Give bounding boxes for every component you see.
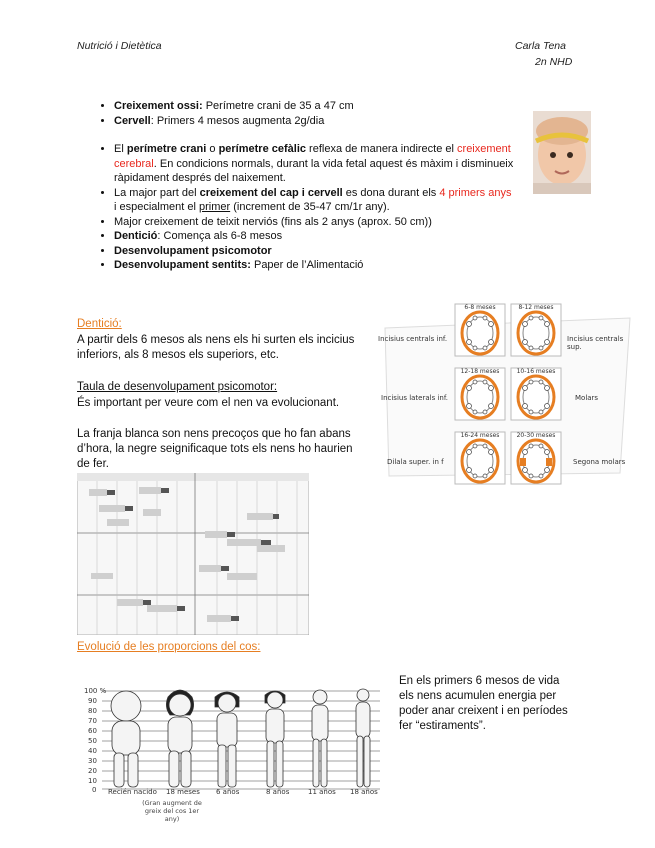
body-y-tick-30: 30 — [88, 757, 97, 765]
body-chart-svg — [80, 685, 380, 795]
teeth-right-label-2: Molars — [575, 394, 599, 402]
body-y-tick-100: 100 % — [84, 687, 107, 695]
body-y-tick-40: 40 — [88, 747, 97, 755]
psychomotor-table-image — [77, 473, 309, 635]
teeth-left-label-3: Dilala super. in f — [387, 458, 444, 466]
teeth-right-label-3: Segona molars — [573, 458, 626, 466]
body-y-tick-10: 10 — [88, 777, 97, 785]
bullet-perimetre: • El perímetre crani o perímetre cefàlic reflexa de manera indirecte el creixement cerebral. En condicions normals, durant la vida fetal aquest és màxim i disminueix ràpidament després del naixement. — [114, 142, 516, 186]
tooth-box-1 — [455, 304, 505, 356]
body-x-label-8-years: 8 años — [266, 788, 290, 796]
teeth-right-label-1: Incisius centrals sup. — [567, 335, 624, 351]
taula-text: És important per veure com el nen va evolucionant. — [77, 397, 340, 409]
body-x-label-6-years: 6 años — [216, 788, 240, 796]
bullet-creixement-ossi: • Creixement ossi: Perímetre crani de 35 a 47 cm — [114, 99, 516, 114]
teeth-left-label-2: Incisius laterals inf. — [381, 394, 449, 402]
body-x-label-18-months: 18 meses — [166, 788, 200, 796]
bullet-list — [96, 99, 516, 273]
bullet-psicomotor: • Desenvolupament psicomotor — [114, 244, 516, 259]
baby-head-photo — [533, 111, 591, 194]
body-x-label-11-years: 11 años — [308, 788, 336, 796]
taula-title: Taula de desenvolupament psicomotor: — [77, 381, 278, 393]
tooth-caption-6: 20-30 meses — [516, 432, 556, 439]
body-y-tick-80: 80 — [88, 707, 97, 715]
tooth-box-4 — [511, 368, 561, 420]
tooth-box-3 — [455, 368, 505, 420]
body-y-tick-0: 0 — [92, 786, 97, 794]
bullet-creixement-cap: • La major part del creixement del cap i cervell es dona durant els 4 primers anys i especialment el primer (increment de 35-47 cm/1r any). — [114, 186, 516, 215]
tooth-caption-1: 6-8 meses — [464, 304, 496, 311]
body-proportions-chart — [80, 685, 380, 825]
header-course: 2n NHD — [535, 56, 573, 68]
header-author: Carla Tena — [515, 40, 566, 52]
tooth-caption-3: 12-18 meses — [460, 368, 500, 375]
tooth-caption-5: 16-24 meses — [460, 432, 500, 439]
figure-18-months — [166, 690, 193, 787]
body-y-tick-50: 50 — [88, 737, 97, 745]
bullet-sentits: • Desenvolupament sentits: Paper de l’Alimentació — [114, 258, 516, 273]
proporcions-title: Evolució de les proporcions del cos: — [77, 641, 261, 653]
body-y-tick-60: 60 — [88, 727, 97, 735]
denticio-title: Dentició: — [77, 318, 122, 330]
tooth-box-5 — [455, 432, 505, 484]
denticio-text: A partir dels 6 mesos als nens els hi surten els incicius inferiors, als 8 mesos els superiors, etc. — [77, 334, 355, 361]
figure-18-years — [356, 689, 370, 787]
header-subject: Nutrició i Dietètica — [77, 40, 162, 52]
tooth-caption-2: 8-12 meses — [518, 304, 554, 311]
figure-newborn — [111, 691, 141, 787]
proporcions-text: En els primers 6 mesos de vida els nens acumulen energia per poder anar creixent i en períodes fer “estiraments”. — [399, 675, 568, 732]
teeth-chart — [375, 298, 637, 486]
figure-8-years — [265, 691, 285, 787]
teeth-left-label-1: Incisius centrals inf. — [378, 335, 448, 343]
tooth-caption-4: 10-16 meses — [516, 368, 556, 375]
bullet-denticio: • Dentició: Comença als 6-8 mesos — [114, 229, 516, 244]
body-y-tick-70: 70 — [88, 717, 97, 725]
tooth-box-6 — [511, 432, 561, 484]
bullet-cervell: • Cervell: Primers 4 mesos augmenta 2g/dia — [114, 114, 516, 129]
franja-text: La franja blanca son nens precoços que ho fan abans d’hora, la negre seignificaque tots els nens ho haurien de fer. — [77, 428, 353, 470]
body-x-label-newborn: Recién nacido — [108, 788, 157, 796]
body-y-tick-20: 20 — [88, 767, 97, 775]
body-chart-handwritten-note: (Gran augment de greix del cos 1er any) — [142, 799, 202, 823]
body-y-tick-90: 90 — [88, 697, 97, 705]
tooth-box-2 — [511, 304, 561, 356]
body-x-label-18-years: 18 años — [350, 788, 378, 796]
bullet-teixit-nervios: • Major creixement de teixit nerviós (fins als 2 anys (aprox. 50 cm)) — [114, 215, 516, 230]
figure-6-years — [215, 692, 239, 787]
figure-11-years — [312, 690, 328, 787]
